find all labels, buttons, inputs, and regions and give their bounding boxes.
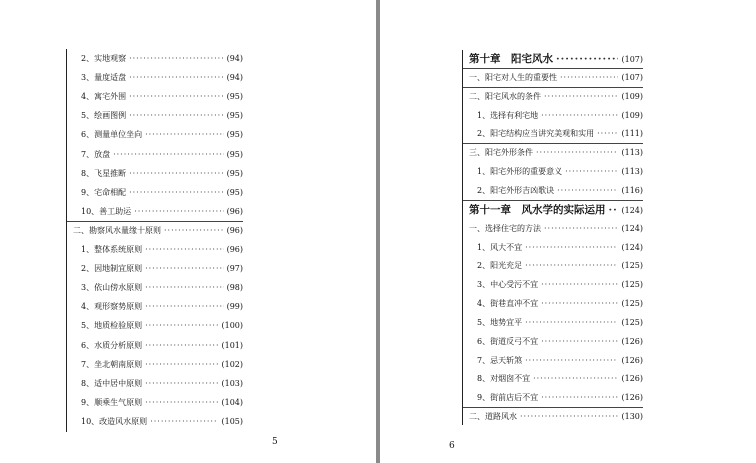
toc-entry-label: 2、阳宅结构应当讲究美观和实用 — [477, 129, 595, 139]
section-divider — [463, 143, 643, 144]
toc-entry — [81, 395, 243, 411]
toc-entry-label: 10、善工助运 — [81, 206, 132, 216]
toc-entry-page: (113) — [621, 167, 643, 177]
dot-leader — [145, 280, 223, 296]
left-toc-list — [66, 49, 243, 432]
dot-leader — [609, 202, 619, 218]
toc-entry — [477, 296, 643, 312]
toc-entry-page: (107) — [621, 72, 643, 82]
dot-leader — [129, 51, 223, 67]
toc-entry — [81, 70, 243, 86]
dot-leader — [129, 89, 223, 105]
toc-entry-label: 三、阳宅外形条件 — [469, 148, 533, 158]
dot-leader — [525, 240, 618, 256]
toc-entry-page: (109) — [621, 110, 643, 120]
toc-entry — [81, 280, 243, 296]
toc-entry — [469, 145, 643, 161]
dot-leader — [113, 147, 223, 163]
toc-entry-label: 4、观形察势原则 — [81, 302, 143, 312]
toc-entry — [477, 353, 643, 369]
toc-entry-page: (97) — [226, 264, 243, 274]
toc-entry-page: (107) — [621, 55, 643, 64]
toc-entry — [81, 51, 243, 67]
toc-entry-label: 2、实地观察 — [81, 54, 127, 63]
toc-entry-label: 1、整体系统原则 — [81, 245, 143, 254]
toc-entry — [81, 338, 243, 354]
toc-entry — [469, 409, 643, 425]
toc-entry-page: (125) — [621, 280, 643, 290]
dot-leader — [541, 108, 618, 124]
toc-entry-label: 9、顺乘生气原则 — [81, 397, 143, 407]
toc-entry — [469, 202, 643, 218]
dot-leader — [145, 127, 223, 143]
toc-entry — [81, 204, 243, 220]
dot-leader — [544, 221, 618, 237]
toc-entry-page: (100) — [221, 321, 243, 331]
toc-entry-label: 4、寓宅外围 — [81, 92, 127, 102]
toc-entry — [81, 318, 243, 334]
toc-entry-label: 2、因地制宜原则 — [81, 264, 143, 274]
toc-entry-label: 1、风大不宜 — [477, 242, 523, 252]
left-page-number: 5 — [272, 437, 278, 447]
dot-leader — [145, 299, 223, 315]
toc-entry-label: 1、选择有利宅地 — [477, 110, 539, 120]
toc-entry — [81, 108, 243, 124]
toc-entry — [477, 183, 643, 199]
section-divider — [67, 221, 243, 222]
toc-entry-page: (126) — [621, 374, 643, 384]
toc-entry-page: (95) — [226, 92, 243, 102]
dot-leader — [145, 357, 218, 373]
toc-entry-label: 7、坐北朝南原则 — [81, 359, 143, 369]
section-divider — [463, 87, 643, 88]
toc-entry-label: 2、阳光充足 — [477, 261, 523, 271]
toc-entry-page: (111) — [621, 129, 643, 139]
left-page — [0, 0, 376, 463]
toc-entry — [477, 164, 643, 180]
toc-entry-page: (99) — [226, 302, 243, 312]
dot-leader — [541, 390, 618, 406]
toc-entry-page: (103) — [221, 378, 243, 388]
toc-entry-label: 3、依山傍水原则 — [81, 283, 143, 293]
toc-entry-label: 3、中心受污不宜 — [477, 280, 539, 290]
dot-leader — [129, 185, 223, 201]
toc-entry-label: 二、勘察风水量缘十原则 — [73, 225, 161, 235]
dot-leader — [533, 371, 618, 387]
toc-entry-page: (94) — [226, 73, 243, 83]
toc-entry-label: 5、绘画图例 — [81, 111, 127, 121]
toc-entry-label: 1、阳宅外形的重要意义 — [477, 167, 563, 177]
toc-entry-page: (96) — [226, 206, 243, 216]
section-divider — [463, 407, 643, 408]
toc-entry-page: (124) — [621, 242, 643, 252]
toc-entry-page: (124) — [621, 205, 643, 215]
dot-leader — [597, 126, 618, 142]
dot-leader — [525, 353, 618, 369]
dot-leader — [557, 183, 618, 199]
toc-entry-label: 5、地质检验原则 — [81, 321, 143, 331]
toc-entry — [81, 414, 243, 430]
toc-entry — [477, 277, 643, 293]
toc-entry-label: 二、阳宅风水的条件 — [469, 91, 541, 101]
toc-entry-page: (126) — [621, 355, 643, 365]
toc-entry — [81, 261, 243, 277]
dot-leader — [129, 166, 223, 182]
toc-entry-page: (102) — [221, 359, 243, 369]
toc-entry-page: (95) — [226, 187, 243, 197]
toc-entry-label: 3、量度适盘 — [81, 73, 127, 83]
toc-entry — [81, 376, 243, 392]
dot-leader — [560, 70, 618, 86]
toc-entry-label: 4、街巷直冲不宜 — [477, 299, 539, 309]
dot-leader — [541, 296, 618, 312]
toc-entry-page: (126) — [621, 393, 643, 403]
toc-entry-label: 2、阳宅外形吉凶歌诀 — [477, 185, 555, 195]
toc-entry-page: (130) — [621, 412, 643, 422]
toc-entry-label: 一、选择住宅的方法 — [469, 223, 541, 233]
toc-entry — [477, 315, 643, 331]
dot-leader — [520, 409, 618, 425]
toc-entry — [477, 390, 643, 406]
toc-entry-page: (125) — [621, 261, 643, 271]
toc-entry — [469, 70, 643, 86]
toc-entry-label: 10、改造风水原则 — [81, 416, 148, 426]
toc-entry-page: (116) — [621, 185, 643, 195]
toc-entry-label: 8、对烟囱不宜 — [477, 374, 531, 384]
right-toc-list — [462, 50, 643, 425]
toc-entry — [477, 126, 643, 142]
toc-entry-label: 7、忌天斩煞 — [477, 355, 523, 365]
toc-entry — [477, 258, 643, 274]
toc-entry — [81, 185, 243, 201]
toc-entry-page: (95) — [226, 149, 243, 159]
dot-leader — [536, 145, 618, 161]
dot-leader — [129, 70, 223, 86]
toc-entry-label: 7、放盘 — [81, 149, 111, 159]
toc-entry-page: (125) — [621, 299, 643, 309]
toc-entry — [469, 221, 643, 237]
toc-entry-page: (98) — [226, 283, 243, 293]
toc-entry — [81, 166, 243, 182]
toc-entry-label: 5、地势宜平 — [477, 317, 523, 327]
toc-entry-page: (125) — [621, 317, 643, 327]
section-divider — [463, 200, 643, 201]
toc-entry — [81, 127, 243, 143]
toc-entry-page: (95) — [226, 111, 243, 121]
toc-entry-page: (94) — [226, 54, 243, 63]
toc-entry-label: 8、飞星推断 — [81, 168, 127, 178]
toc-entry — [81, 242, 243, 258]
toc-entry-page: (96) — [226, 225, 243, 235]
toc-entry — [477, 371, 643, 387]
dot-leader — [541, 277, 618, 293]
dot-leader — [565, 164, 618, 180]
toc-entry-page: (95) — [226, 130, 243, 140]
dot-leader — [145, 242, 223, 258]
dot-leader — [145, 338, 218, 354]
toc-entry-page: (101) — [221, 340, 243, 350]
toc-entry-page: (126) — [621, 336, 643, 346]
toc-entry-page: (124) — [621, 223, 643, 233]
right-page-number: 6 — [449, 441, 455, 451]
toc-entry-page: (104) — [221, 397, 243, 407]
toc-entry — [469, 89, 643, 105]
toc-entry — [477, 334, 643, 350]
toc-entry-page: (96) — [226, 245, 243, 254]
toc-entry — [81, 357, 243, 373]
dot-leader — [134, 204, 223, 220]
dot-leader — [145, 395, 218, 411]
toc-entry-label: 8、适中居中原则 — [81, 378, 143, 388]
toc-entry-page: (105) — [221, 416, 243, 426]
dot-leader — [525, 258, 618, 274]
toc-entry — [477, 108, 643, 124]
toc-entry-label: 二、道路风水 — [469, 412, 517, 422]
dot-leader — [525, 315, 618, 331]
dot-leader — [150, 414, 218, 430]
section-divider — [463, 68, 643, 69]
toc-entry-label: 9、宅命相配 — [81, 187, 127, 197]
dot-leader — [556, 51, 618, 67]
dot-leader — [145, 261, 223, 277]
toc-entry — [81, 89, 243, 105]
toc-entry-label: 6、水质分析原则 — [81, 340, 143, 350]
toc-entry-label: 一、阳宅对人生的重要性 — [469, 72, 557, 82]
toc-entry — [477, 240, 643, 256]
toc-entry-page: (95) — [226, 168, 243, 178]
dot-leader — [541, 334, 618, 350]
dot-leader — [129, 108, 223, 124]
toc-entry — [73, 223, 243, 239]
toc-entry-label: 9、街前店后不宜 — [477, 393, 539, 403]
toc-entry — [81, 147, 243, 163]
toc-entry-page: (109) — [621, 91, 643, 101]
dot-leader — [145, 376, 218, 392]
toc-entry-label: 6、测量单位坐向 — [81, 130, 143, 140]
dot-leader — [544, 89, 618, 105]
dot-leader — [145, 318, 218, 334]
toc-entry-label: 第十一章 风水学的实际运用 — [469, 203, 606, 216]
dot-leader — [164, 223, 224, 239]
toc-entry — [81, 299, 243, 315]
toc-entry-label: 第十章 阳宅风水 — [469, 53, 553, 65]
toc-entry-label: 6、街道反弓不宜 — [477, 336, 539, 346]
toc-entry-page: (113) — [621, 148, 643, 158]
toc-entry — [469, 51, 643, 67]
